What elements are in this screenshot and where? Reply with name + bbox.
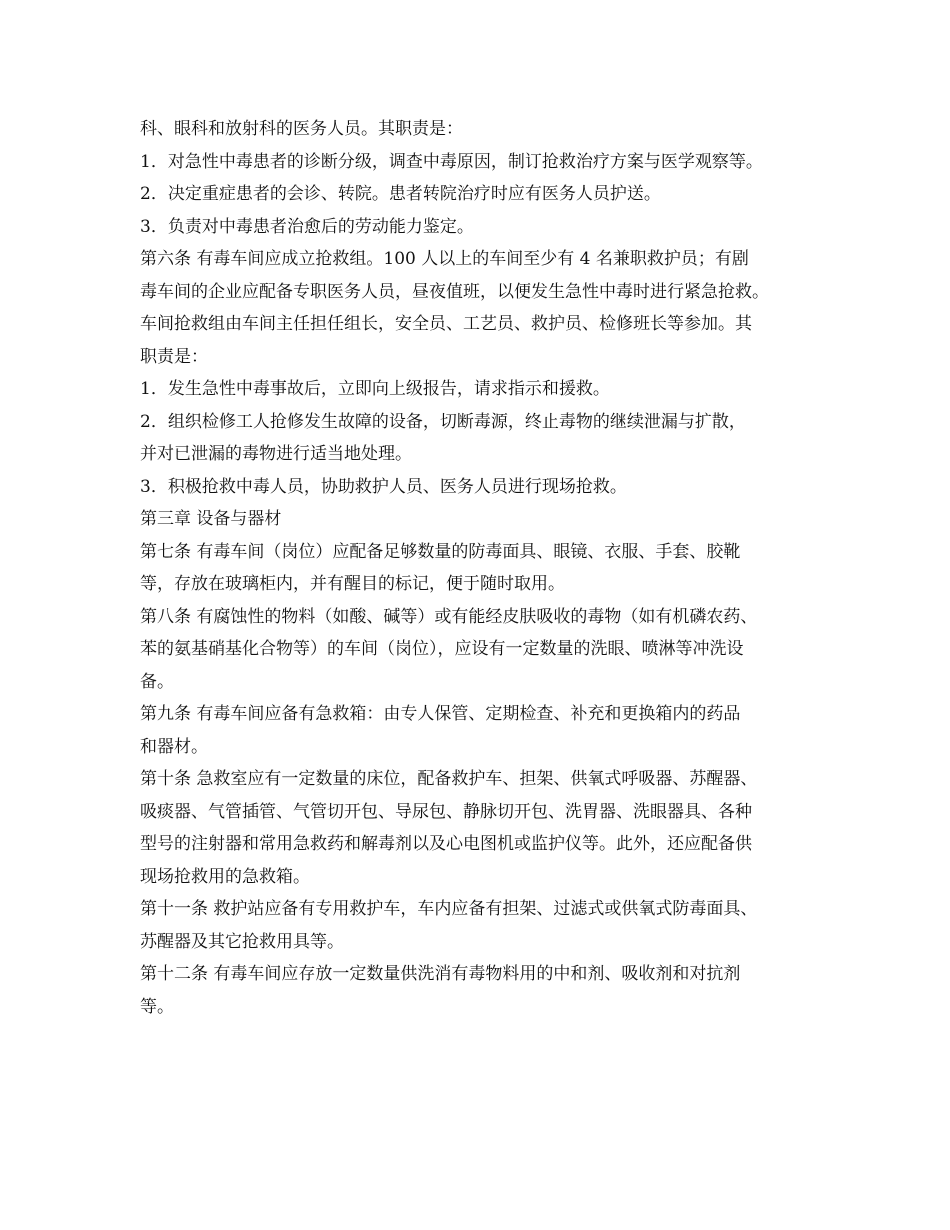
- text-line: 苯的氨基硝基化合物等）的车间（岗位），应设有一定数量的洗眼、喷淋等冲洗设: [140, 639, 744, 659]
- text-line: 备。: [140, 671, 174, 692]
- text-line: 毒车间的企业应配备专职医务人员，昼夜值班，以便发生急性中毒时进行紧急抢救。: [140, 281, 769, 302]
- text-line: 2．决定重症患者的会诊、转院。患者转院治疗时应有医务人员护送。: [140, 184, 661, 204]
- text-line: 车间抢救组由车间主任担任组长，安全员、工艺员、救护员、检修班长等参加。其: [140, 314, 752, 334]
- text-line: 等，存放在玻璃柜内，并有醒目的标记，便于随时取用。: [140, 574, 565, 594]
- text-line: 第六条 有毒车间应成立抢救组。100 人以上的车间至少有 4 名兼职救护员；有剧: [140, 249, 749, 269]
- text-line: 并对已泄漏的毒物进行适当地处理。: [140, 444, 412, 464]
- text-line: 职责是：: [140, 346, 208, 367]
- document-body: [140, 113, 830, 1023]
- text-line: 2．组织检修工人抢修发生故障的设备，切断毒源，终止毒物的继续泄漏与扩散，: [140, 411, 746, 432]
- text-line: 3．积极抢救中毒人员，协助救护人员、医务人员进行现场抢救。: [140, 476, 627, 497]
- text-line: 型号的注射器和常用急救药和解毒剂以及心电图机或监护仪等。此外，还应配备供: [140, 834, 752, 854]
- text-line: 第七条 有毒车间（岗位）应配备足够数量的防毒面具、眼镜、衣服、手套、胶靴: [140, 541, 741, 562]
- text-line: 第八条 有腐蚀性的物料（如酸、碱等）或有能经皮肤吸收的毒物（如有机磷农药、: [140, 606, 758, 627]
- text-line: 科、眼科和放射科的医务人员。其职责是：: [140, 119, 463, 139]
- text-line: 第九条 有毒车间应备有急救箱：由专人保管、定期检查、补充和更换箱内的药品: [140, 704, 741, 724]
- chapter-heading: 第三章 设备与器材: [140, 509, 282, 529]
- text-line: 1．对急性中毒患者的诊断分级，调查中毒原因，制订抢救治疗方案与医学观察等。: [140, 151, 763, 172]
- text-line: 3．负责对中毒患者治愈后的劳动能力鉴定。: [140, 216, 474, 237]
- text-line: 第十二条 有毒车间应存放一定数量供洗消有毒物料用的中和剂、吸收剂和对抗剂: [140, 964, 741, 984]
- text-line: 苏醒器及其它抢救用具等。: [140, 931, 344, 952]
- text-line: 第十条 急救室应有一定数量的床位，配备救护车、担架、供氧式呼吸器、苏醒器、: [140, 769, 758, 789]
- text-line: 等。: [140, 996, 174, 1017]
- text-line: 第十一条 救护站应备有专用救护车，车内应备有担架、过滤式或供氧式防毒面具、: [140, 899, 758, 919]
- text-line: 现场抢救用的急救箱。: [140, 866, 310, 887]
- text-line: 和器材。: [140, 736, 208, 757]
- text-line: 吸痰器、气管插管、气管切开包、导尿包、静脉切开包、洗胃器、洗眼器具、各种: [140, 801, 752, 822]
- text-line: 1．发生急性中毒事故后，立即向上级报告，请求指示和援救。: [140, 379, 610, 399]
